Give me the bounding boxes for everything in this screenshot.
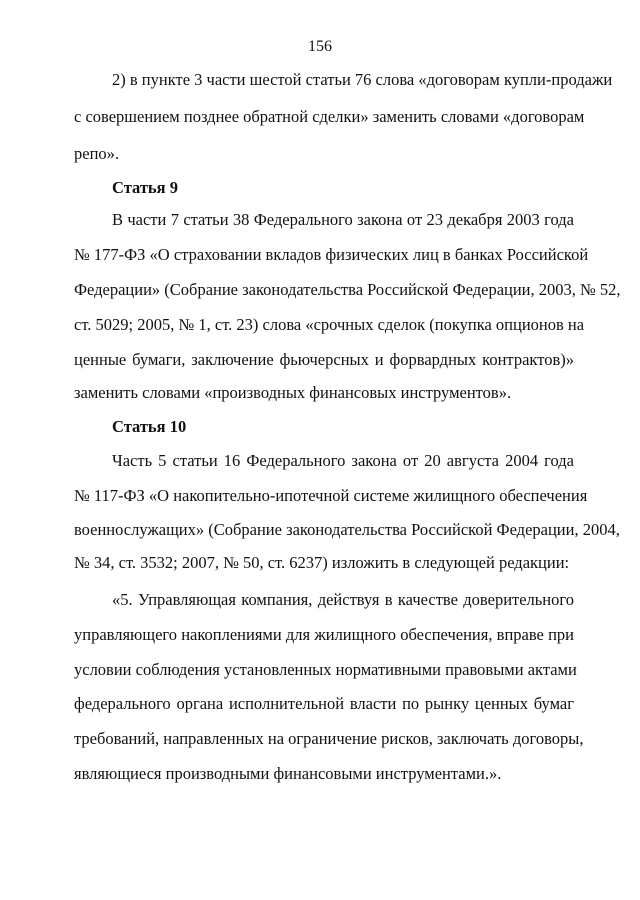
article-9-line-1: В части 7 статьи 38 Федерального закона от 23 декабря 2003 года: [112, 210, 574, 229]
quote-line-5: требований, направленных на ограничение рисков, заключать договоры,: [74, 729, 584, 748]
article-9-line-4: ст. 5029; 2005, № 1, ст. 23) слова «срочных сделок (покупка опционов на: [74, 315, 585, 334]
page-number: 156: [308, 38, 332, 55]
item2-line-2: с совершением позднее обратной сделки» заменить словами «договорам: [74, 107, 585, 126]
quote-line-1: «5. Управляющая компания, действуя в качестве доверительного: [112, 590, 574, 609]
article-9-line-2: № 177-ФЗ «О страховании вкладов физических лиц в банках Российской: [74, 245, 589, 264]
article-10-line-3: военнослужащих» (Собрание законодательства Российской Федерации, 2004,: [74, 520, 620, 539]
item2-line-3: репо».: [74, 144, 120, 163]
item2-line-1: 2) в пункте 3 части шестой статьи 76 слова «договорам купли-продажи: [112, 70, 613, 89]
quote-line-4: федерального органа исполнительной власти по рынку ценных бумаг: [74, 694, 574, 713]
article-9-line-5: ценные бумаги, заключение фьючерсных и форвардных контрактов)»: [74, 350, 574, 369]
article-9-heading: Статья 9: [112, 178, 178, 197]
quote-line-3: условии соблюдения установленных нормативными правовыми актами: [74, 660, 577, 679]
article-9-line-6: заменить словами «производных финансовых инструментов».: [74, 383, 512, 402]
article-10-heading: Статья 10: [112, 417, 187, 436]
quote-line-6: являющиеся производными финансовыми инструментами.».: [74, 764, 502, 783]
article-9-line-3: Федерации» (Собрание законодательства Российской Федерации, 2003, № 52,: [74, 280, 621, 299]
article-10-line-1: Часть 5 статьи 16 Федерального закона от 20 августа 2004 года: [112, 451, 574, 470]
quote-line-2: управляющего накоплениями для жилищного обеспечения, вправе при: [74, 625, 574, 644]
article-10-line-2: № 117-ФЗ «О накопительно-ипотечной системе жилищного обеспечения: [74, 486, 588, 505]
article-10-line-4: № 34, ст. 3532; 2007, № 50, ст. 6237) изложить в следующей редакции:: [74, 553, 570, 572]
